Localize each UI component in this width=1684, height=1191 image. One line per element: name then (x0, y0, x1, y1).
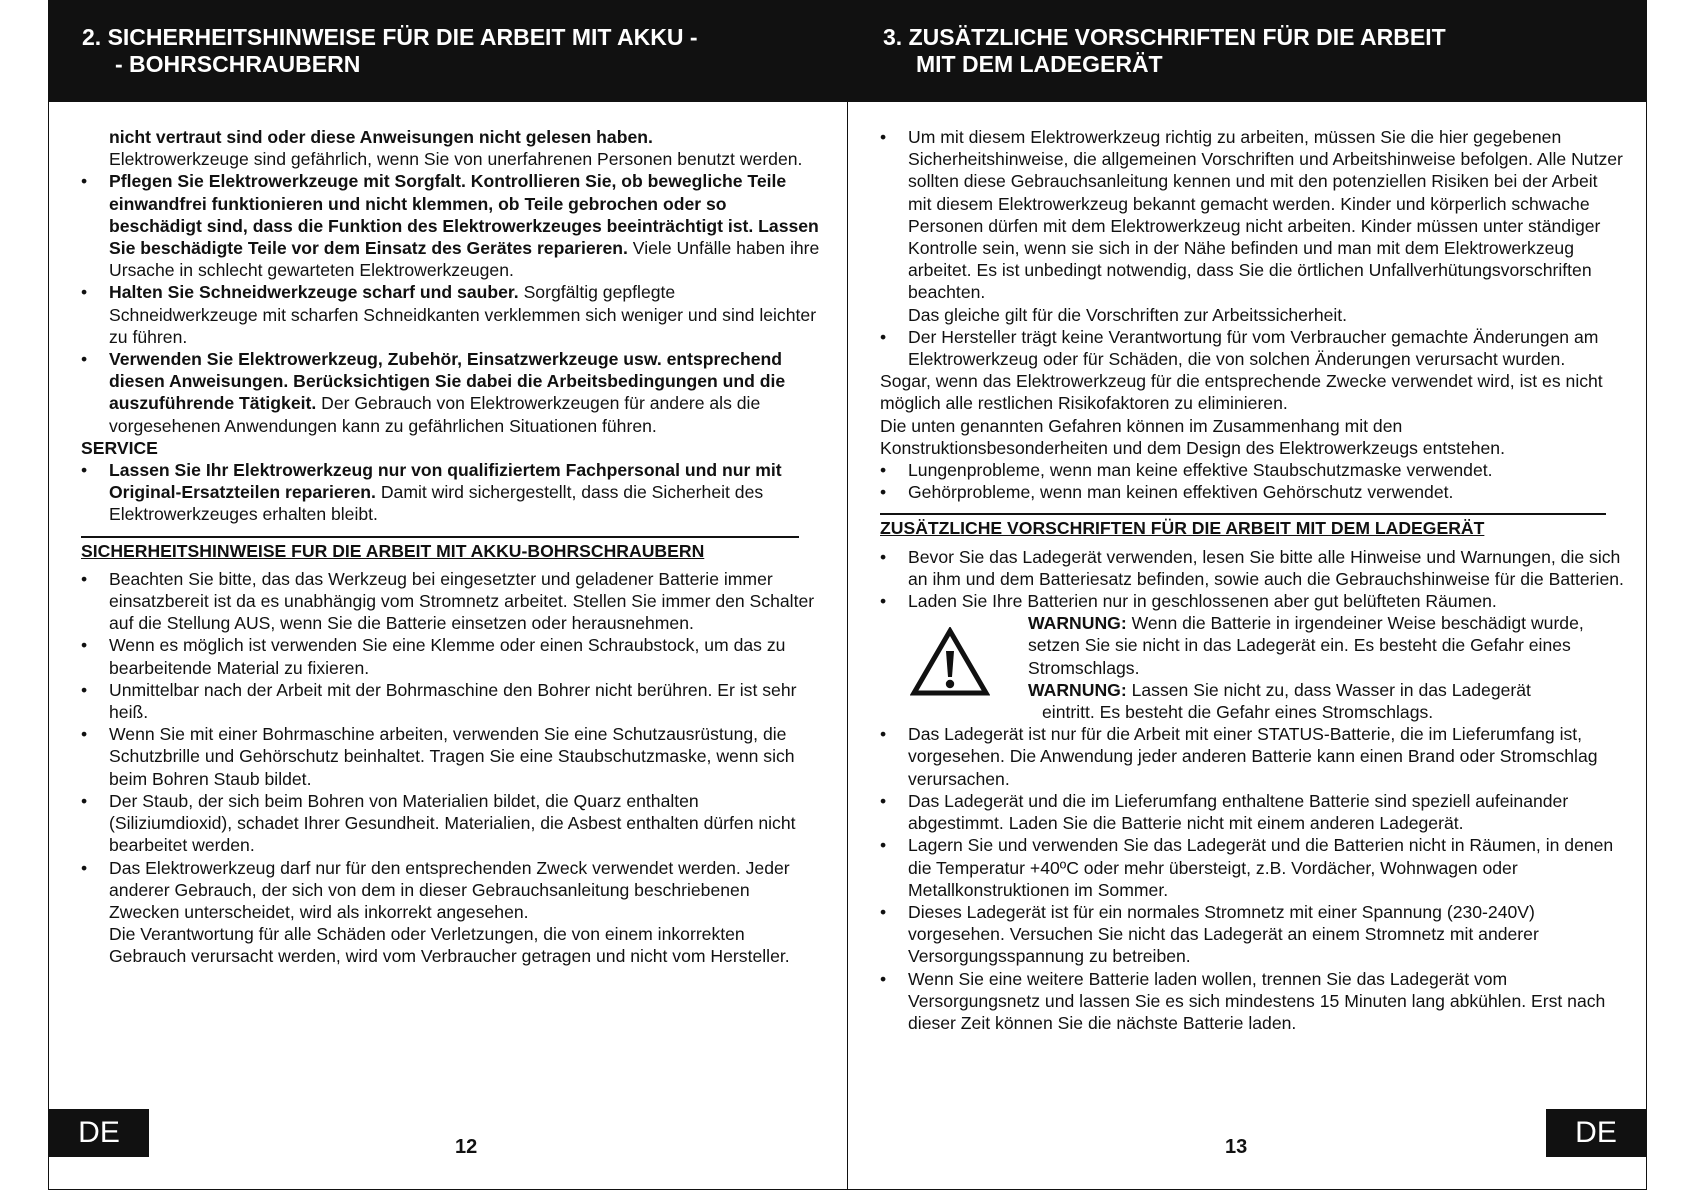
section-bullet: • Beachten Sie bitte, das das Werkzeug bei eingesetzter und geladener Batterie immer einsatzbereit ist da es unabhängig vom Stromnetz arbeitet. Stellen Sie immer den Schalter auf die Stellung AUS, wenn Sie die Batterie einsetzen oder herausnehmen. (81, 568, 821, 635)
header-title-line-1: 2. SICHERHEITSHINWEISE FÜR DIE ARBEIT MIT AKKU - (82, 24, 698, 50)
charger-bullet: • Dieses Ladegerät ist für ein normales Stromnetz mit einer Spannung (230-240V) vorgesehen. Versuchen Sie nicht das Ladegerät an einem Stromnetz mit anderer Versorgungsspannung zu betreiben. (880, 901, 1625, 968)
charger-bullet: • Wenn Sie eine weitere Batterie laden wollen, trennen Sie das Ladegerät vom Versorgungsnetz und lassen Sie es sich mindestens 15 Minuten lang abkühlen. Erst nach dieser Zeit können Sie die nächste Batterie laden. (880, 968, 1625, 1035)
bullet-text: Damit wird sichergestellt, dass die Sicherheit des Elektrowerkzeuges erhalten bleibt. (109, 482, 764, 525)
same-applies-text: Das gleiche gilt für die Vorschriften zur Arbeitssicherheit. (908, 304, 1348, 325)
charger-bullet: • Lagern Sie und verwenden Sie das Ladegerät und die Batterien nicht in Räumen, in denen die Temperatur +40ºC oder mehr übersteigt, z.B. Vordächer, Wohnwagen oder Metallkonstruktionen im Sommer. (880, 834, 1625, 901)
bullet-bold: Halten Sie Schneidwerkzeuge scharf und sauber. (109, 282, 519, 303)
section-heading: SICHERHEITSHINWEISE FUR DIE ARBEIT MIT AKKU-BOHRSCHRAUBERN (81, 536, 799, 562)
bullet-text: Der Gebrauch von Elektrowerkzeugen für andere als die vorgesehenen Anwendungen kann zu gefährlichen Situationen führen. (109, 393, 761, 436)
section-bullet: • Der Staub, der sich beim Bohren von Materialien bildet, die Quarz enthalten (Siliziumdioxid), schadet Ihrer Gesundheit. Materialien, die Asbest enthalten dürfen nicht bearbeitet werden. (81, 790, 821, 857)
section-bullet: • Wenn Sie mit einer Bohrmaschine arbeiten, verwenden Sie eine Schutzausrüstung, die Schutzbrille und Gehörschutz beinhaltet. Tragen Sie eine Staubschutzmaske, wenn sich beim Bohren Staub bildet. (81, 723, 821, 790)
charger-bullet: • Laden Sie Ihre Batterien nur in geschlossenen aber gut belüfteten Räumen. (880, 590, 1625, 612)
intro-bold: nicht vertraut sind oder diese Anweisungen nicht gelesen haben. (109, 127, 653, 147)
page-content (49, 102, 821, 968)
service-bullet (81, 459, 821, 526)
warning-triangle-icon (880, 612, 1020, 706)
header-title-line-2: MIT DEM LADEGERÄT (916, 51, 1163, 77)
intro-text: Elektrowerkzeuge sind gefährlich, wenn Sie von unerfahrenen Personen benutzt werden. (109, 149, 803, 170)
section-bullet: • Unmittelbar nach der Arbeit mit der Bohrmaschine den Bohrer nicht berühren. Er ist sehr heiß. (81, 679, 821, 723)
warning-text: Wenn die Batterie in irgendeiner Weise beschädigt wurde, setzen Sie sie nicht in das Ladegerät ein. Es besteht die Gefahr eines Stromschlags. (1028, 613, 1584, 678)
bullet-item: • Der Hersteller trägt keine Verantwortung für vom Verbraucher gemachte Änderungen am Elektrowerkzeug oder für Schäden, die von solchen Änderungen verursacht wurden. (880, 326, 1625, 370)
warning-texts (1020, 612, 1625, 723)
language-badge: DE (49, 1109, 149, 1157)
language-badge: DE (1546, 1109, 1646, 1157)
charger-bullet: • Das Ladegerät ist nur für die Arbeit mit einer STATUS-Batterie, die im Lieferumfang ist, vorgesehen. Die Anwendung jeder anderen Batterie kann einen Brand oder Stromschlag verursachen. (880, 723, 1625, 790)
bullet-text: Um mit diesem Elektrowerkzeug richtig zu arbeiten, müssen Sie die hier gegebenen Sicherheitshinweise, die allgemeinen Vorschriften und Arbeitshinweise befolgen. Alle Nutzer sollten diese Gebrauchsanleitung kennen und mit den potenziellen Risiken bei der Arbeit mit diesem Elektrowerkzeug bekannt gemacht werden. Kinder und körperlich schwache Personen dürfen mit dem Elektrowerkzeug nicht arbeiten. Kinder müssen unter ständiger Kontrolle sein, wenn sie sich in der Nähe befinden und man mit dem Elektrowerkzeug arbeitet. Es ist unbedingt notwendig, dass Sie die örtlichen Unfallverhütungsvorschriften beachten. (908, 127, 1623, 303)
page-12 (48, 0, 848, 1190)
page-number: 12 (455, 1136, 478, 1158)
bullet-text: Sorgfältig gepflegte Schneidwerkzeuge mit scharfen Schneidkanten verklemmen sich weniger und sind leichter zu führen. (109, 282, 817, 347)
header-title-line-2: - BOHRSCHRAUBERN (115, 51, 361, 77)
page-content (848, 102, 1625, 1034)
charger-bullet: • Das Ladegerät und die im Lieferumfang enthaltene Batterie sind speziell aufeinander abgestimmt. Laden Sie die Batterie nicht mit einem anderen Ladegerät. (880, 790, 1625, 834)
warning-text: Lassen Sie nicht zu, dass Wasser in das Ladegerät (1126, 679, 1531, 700)
section-bullet: • Das Elektrowerkzeug darf nur für den entsprechenden Zweck verwendet werden. Jeder anderer Gebrauch, der sich von dem in dieser Gebrauchsanleitung beschriebenen Zwecken unterscheidet, wird als inkorrekt angesehen. (81, 857, 821, 924)
charger-bullet: • Bevor Sie das Ladegerät verwenden, lesen Sie bitte alle Hinweise und Warnungen, die sich an ihm und dem Batteriesatz befinden, sowie auch die Gebrauchshinweise für die Batterien. (880, 546, 1625, 590)
paragraph: Sogar, wenn das Elektrowerkzeug für die entsprechende Zwecke verwendet wird, ist es nicht möglich alle restlichen Risikofaktoren zu eliminieren. (880, 371, 1603, 414)
warning-1 (1028, 612, 1625, 679)
bullet-item (81, 348, 821, 437)
warning-label: WARNUNG: (1028, 679, 1127, 700)
section-bullet: • Wenn es möglich ist verwenden Sie eine Klemme oder einen Schraubstock, um das zu bearbeitende Material zu fixieren. (81, 634, 821, 678)
service-title: SERVICE (81, 437, 158, 458)
paragraph: Die unten genannten Gefahren können im Zusammenhang mit den Konstruktionsbesonderheiten und dem Design des Elektrowerkzeugs entstehen. (880, 415, 1505, 458)
page-header (848, 0, 1646, 102)
header-title-line-1: 3. ZUSÄTZLICHE VORSCHRIFTEN FÜR DIE ARBEIT (883, 24, 1446, 50)
risk-bullet: • Lungenprobleme, wenn man keine effektive Staubschutzmaske verwendet. (880, 459, 1625, 481)
page-header (49, 0, 847, 102)
bullet-bold: Pflegen Sie Elektrowerkzeuge mit Sorgfalt. Kontrollieren Sie, ob bewegliche Teile einwandfrei funktionieren und nicht klemmen, ob Teile gebrochen oder so beschädigt sind, dass die Funktion des Elektrowerkzeuges beeinträchtigt ist. Lassen Sie beschädigte Teile vor dem Einsatz des Gerätes reparieren. (109, 171, 819, 259)
warning-block (880, 612, 1625, 723)
bullet-item (81, 170, 821, 281)
responsibility-paragraph: Die Verantwortung für alle Schäden oder Verletzungen, die von einem inkorrekten Gebrauch verursacht werden, wird vom Verbraucher getragen und nicht vom Hersteller. (109, 924, 790, 967)
risk-bullet: • Gehörprobleme, wenn man keinen effektiven Gehörschutz verwendet. (880, 481, 1625, 503)
warning-text-continued: eintritt. Es besteht die Gefahr eines Stromschlags. (1042, 702, 1434, 723)
warning-2 (1028, 679, 1625, 723)
bullet-bold: Lassen Sie Ihr Elektrowerkzeug nur von qualifiziertem Fachpersonal und nur mit Original-Ersatzteilen reparieren. (109, 460, 782, 503)
bullet-item (81, 281, 821, 348)
bullet-bold: Verwenden Sie Elektrowerkzeug, Zubehör, Einsatzwerkzeuge usw. entsprechend diesen Anweisungen. Berücksichtigen Sie dabei die Arbeitsbedingungen und die auszuführende Tätigkeit. (109, 349, 786, 414)
bullet-item (880, 126, 1625, 326)
section-heading: ZUSÄTZLICHE VORSCHRIFTEN FÜR DIE ARBEIT MIT DEM LADEGERÄT (880, 513, 1606, 539)
page-13 (847, 0, 1647, 1190)
warning-label: WARNUNG: (1028, 613, 1127, 634)
bullet-text: Viele Unfälle haben ihre Ursache in schlecht gewarteten Elektrowerkzeugen. (109, 238, 820, 281)
page-number: 13 (1225, 1136, 1248, 1158)
intro-paragraph (81, 126, 821, 170)
